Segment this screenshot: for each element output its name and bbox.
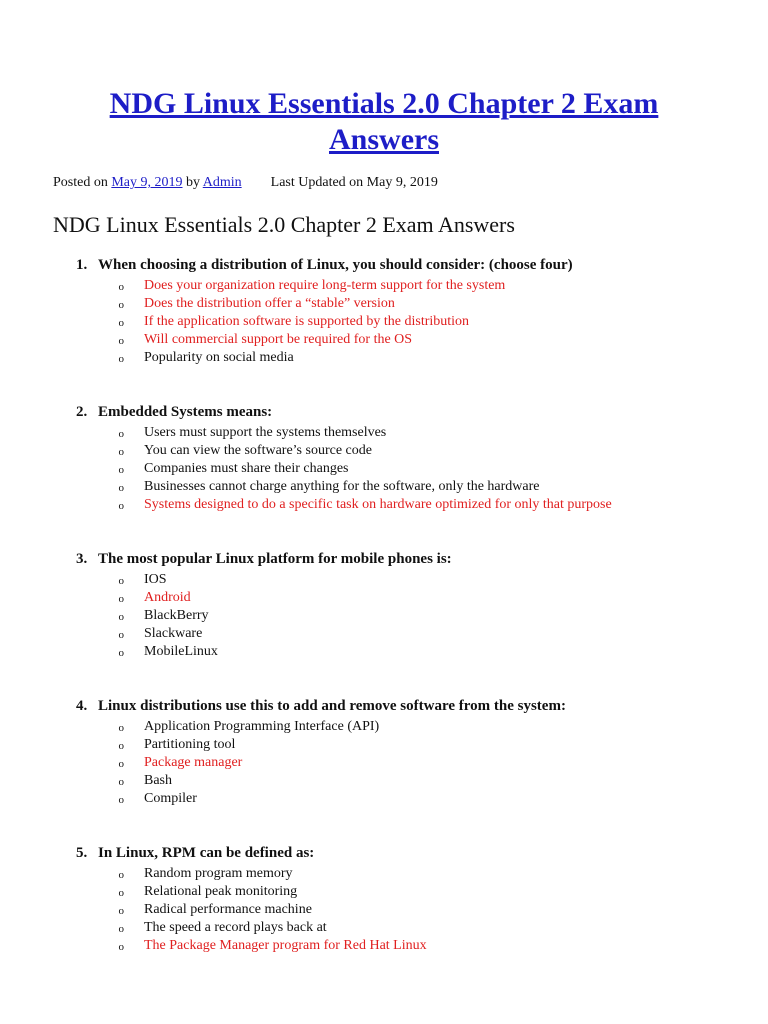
bullet-icon: o bbox=[118, 611, 124, 623]
answer-option bbox=[76, 865, 746, 883]
answer-text: Businesses cannot charge anything for the software, only the hardware bbox=[144, 479, 540, 494]
answer-option bbox=[76, 718, 746, 736]
answer-text: Does the distribution offer a “stable” version bbox=[144, 296, 395, 311]
question-number: 2. bbox=[76, 404, 88, 420]
by-label: by bbox=[186, 175, 201, 190]
answer-option bbox=[76, 424, 746, 442]
bullet-icon: o bbox=[118, 281, 124, 293]
answer-text: Radical performance machine bbox=[144, 902, 312, 917]
answer-option bbox=[76, 331, 746, 349]
question-number: 4. bbox=[76, 698, 88, 714]
page-title bbox=[60, 86, 708, 158]
bullet-icon: o bbox=[118, 335, 124, 347]
answer-text: Package manager bbox=[144, 755, 243, 770]
answer-text: Relational peak monitoring bbox=[144, 884, 298, 899]
answer-option bbox=[76, 571, 746, 589]
answer-list bbox=[76, 424, 746, 514]
bullet-icon: o bbox=[118, 500, 124, 512]
answer-option bbox=[76, 442, 746, 460]
question-text: In Linux, RPM can be defined as: bbox=[98, 845, 315, 861]
last-updated: Last Updated on May 9, 2019 bbox=[270, 175, 438, 190]
question bbox=[76, 403, 746, 514]
answer-option bbox=[76, 625, 746, 643]
bullet-icon: o bbox=[118, 629, 124, 641]
bullet-icon: o bbox=[118, 776, 124, 788]
answer-text: Partitioning tool bbox=[144, 737, 236, 752]
answer-option bbox=[76, 349, 746, 367]
answer-option bbox=[76, 754, 746, 772]
answer-text: Users must support the systems themselves bbox=[144, 425, 387, 440]
bullet-icon: o bbox=[118, 794, 124, 806]
answer-option bbox=[76, 772, 746, 790]
bullet-icon: o bbox=[118, 758, 124, 770]
answer-text: MobileLinux bbox=[144, 644, 218, 659]
question-number: 1. bbox=[76, 257, 88, 273]
answer-text: Systems designed to do a specific task on hardware optimized for only that purpose bbox=[144, 497, 612, 512]
question-text: Linux distributions use this to add and remove software from the system: bbox=[98, 698, 566, 714]
bullet-icon: o bbox=[118, 593, 124, 605]
answer-option bbox=[76, 496, 746, 514]
bullet-icon: o bbox=[118, 299, 124, 311]
answer-text: The speed a record plays back at bbox=[144, 920, 327, 935]
question bbox=[76, 550, 746, 661]
post-meta bbox=[53, 174, 438, 192]
question bbox=[76, 844, 746, 955]
bullet-icon: o bbox=[118, 446, 124, 458]
bullet-icon: o bbox=[118, 740, 124, 752]
answer-option bbox=[76, 277, 746, 295]
answer-option bbox=[76, 937, 746, 955]
answer-option bbox=[76, 589, 746, 607]
bullet-icon: o bbox=[118, 575, 124, 587]
question-text: Embedded Systems means: bbox=[98, 404, 273, 420]
question-number: 3. bbox=[76, 551, 88, 567]
bullet-icon: o bbox=[118, 317, 124, 329]
bullet-icon: o bbox=[118, 482, 124, 494]
answer-option bbox=[76, 478, 746, 496]
bullet-icon: o bbox=[118, 887, 124, 899]
posted-on-label: Posted on bbox=[53, 175, 108, 190]
question-text: When choosing a distribution of Linux, you should consider: (choose four) bbox=[98, 257, 573, 273]
answer-text: Does your organization require long-term support for the system bbox=[144, 278, 506, 293]
answer-list bbox=[76, 718, 746, 808]
question-number: 5. bbox=[76, 845, 88, 861]
answer-option bbox=[76, 901, 746, 919]
answer-text: The Package Manager program for Red Hat Linux bbox=[144, 938, 427, 953]
answer-text: Companies must share their changes bbox=[144, 461, 349, 476]
date-link[interactable]: May 9, 2019 bbox=[111, 175, 183, 190]
answer-text: Popularity on social media bbox=[144, 350, 294, 365]
answer-text: IOS bbox=[144, 572, 167, 587]
answer-option bbox=[76, 790, 746, 808]
question-text: The most popular Linux platform for mobile phones is: bbox=[98, 551, 452, 567]
answer-text: You can view the software’s source code bbox=[144, 443, 372, 458]
bullet-icon: o bbox=[118, 647, 124, 659]
answer-list bbox=[76, 571, 746, 661]
answer-option bbox=[76, 607, 746, 625]
answer-text: Compiler bbox=[144, 791, 197, 806]
answer-option bbox=[76, 295, 746, 313]
answer-text: Slackware bbox=[144, 626, 203, 641]
bullet-icon: o bbox=[118, 722, 124, 734]
section-heading: NDG Linux Essentials 2.0 Chapter 2 Exam Answers bbox=[53, 212, 515, 237]
question bbox=[76, 256, 746, 367]
bullet-icon: o bbox=[118, 353, 124, 365]
answer-option bbox=[76, 643, 746, 661]
bullet-icon: o bbox=[118, 869, 124, 881]
answer-option bbox=[76, 919, 746, 937]
bullet-icon: o bbox=[118, 923, 124, 935]
answer-option bbox=[76, 736, 746, 754]
answer-text: If the application software is supported by the distribution bbox=[144, 314, 470, 329]
answer-option bbox=[76, 883, 746, 901]
answer-text: Will commercial support be required for the OS bbox=[144, 332, 413, 347]
answer-option bbox=[76, 313, 746, 331]
answer-text: BlackBerry bbox=[144, 608, 209, 623]
bullet-icon: o bbox=[118, 428, 124, 440]
answer-list bbox=[76, 277, 746, 367]
author-link[interactable]: Admin bbox=[202, 175, 242, 190]
answer-text: Random program memory bbox=[144, 866, 293, 881]
question bbox=[76, 697, 746, 808]
answer-option bbox=[76, 460, 746, 478]
bullet-icon: o bbox=[118, 905, 124, 917]
answer-text: Application Programming Interface (API) bbox=[144, 719, 380, 734]
bullet-icon: o bbox=[118, 941, 124, 953]
answer-text: Android bbox=[144, 590, 191, 605]
answer-text: Bash bbox=[144, 773, 172, 788]
bullet-icon: o bbox=[118, 464, 124, 476]
answer-list bbox=[76, 865, 746, 955]
title-link[interactable]: NDG Linux Essentials 2.0 Chapter 2 Exam Answers bbox=[109, 87, 659, 156]
